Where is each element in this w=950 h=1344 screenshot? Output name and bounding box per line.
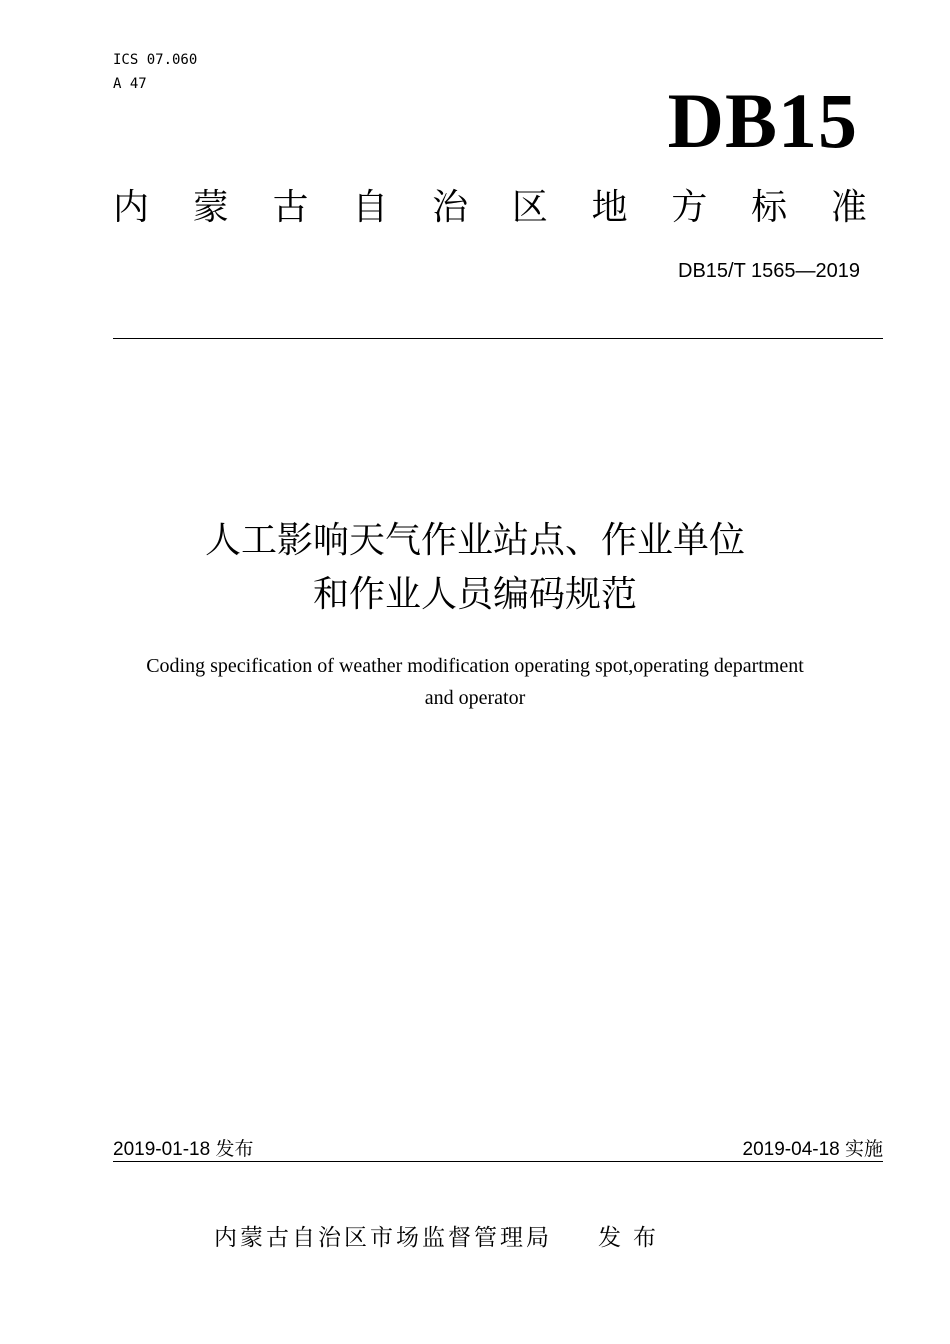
issue-action: 发布 xyxy=(598,1225,668,1251)
chinese-title-line-2: 和作业人员编码规范 xyxy=(312,574,637,615)
standard-type-char: 内 xyxy=(113,187,150,228)
standard-type-char: 自 xyxy=(352,187,389,228)
standard-type-char: 方 xyxy=(671,187,708,228)
date-row xyxy=(113,1137,883,1163)
ics-code: ICS 07.060 xyxy=(113,52,198,68)
standard-type-char: 标 xyxy=(751,187,788,228)
issuer-line xyxy=(214,1222,668,1254)
english-title xyxy=(0,650,950,714)
standard-type-char: 准 xyxy=(830,187,867,228)
standard-type-char: 治 xyxy=(432,187,469,228)
standard-code-mark: DB15 xyxy=(667,77,858,164)
english-title-line-1: Coding specification of weather modification operating spot,operating department xyxy=(146,655,804,677)
footer-divider xyxy=(113,1161,883,1162)
standard-type-char: 区 xyxy=(511,187,548,228)
chinese-title-line-1: 人工影响天气作业站点、作业单位 xyxy=(204,520,745,561)
standard-type-title xyxy=(113,186,867,230)
classification-block xyxy=(113,48,197,96)
standard-type-char: 地 xyxy=(591,187,628,228)
publish-date: 2019-01-18 发布 xyxy=(113,1139,254,1160)
header-divider xyxy=(113,338,883,339)
ccs-code: A 47 xyxy=(113,76,147,92)
standard-type-char: 古 xyxy=(272,187,309,228)
standard-type-char: 蒙 xyxy=(192,187,229,228)
standard-number: DB15/T 1565—2019 xyxy=(678,260,860,282)
english-title-line-2: and operator xyxy=(424,687,526,709)
chinese-title xyxy=(0,514,950,622)
implement-date: 2019-04-18 实施 xyxy=(742,1139,883,1160)
issuing-authority: 内蒙古自治区市场监督管理局 xyxy=(214,1225,552,1251)
